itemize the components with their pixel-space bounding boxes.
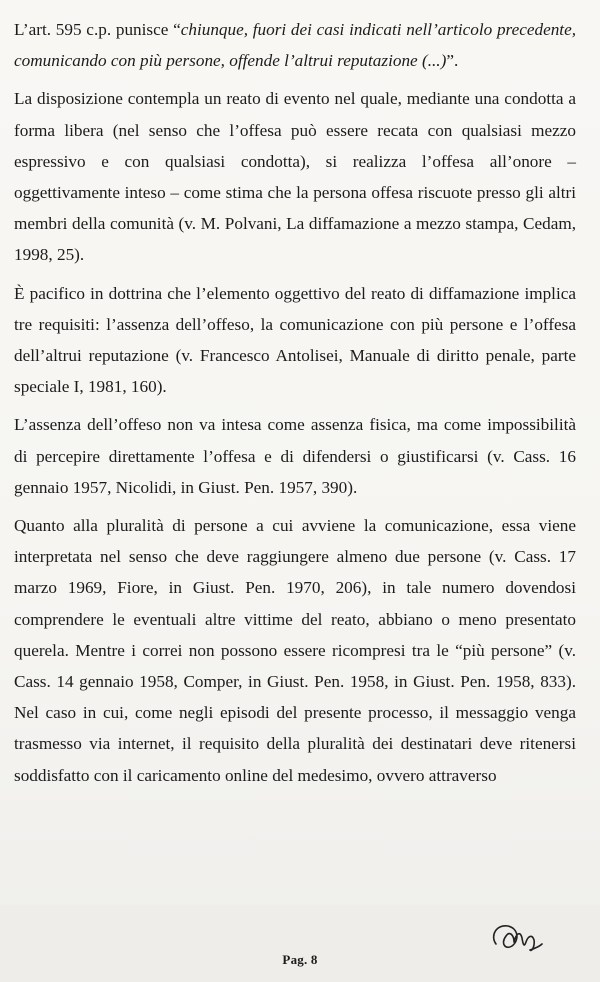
paragraph-5: Quanto alla pluralità di persone a cui avviene la comunicazione, essa viene interpretata nel senso che deve raggiungere almeno due persone (v. Cass. 17 marzo 1969, Fiore, in Giust. Pen. 1970, 206), in tale numero dovendosi comprendere le eventuali altre vittime del reato, abbiano o meno presentato querela. Mentre i correi non possono essere ricompresi tra le “più persone” (v. Cass. 14 gennaio 1958, Comper, in Giust. Pen. 1958, in Giust. Pen. 1958, 833). Nel caso in cui, come negli episodi del presente processo, il messaggio venga trasmesso via internet, il requisito della pluralità dei destinatari deve ritenersi soddisfatto con il caricamento online del medesimo, ovvero attraverso <box>14 516 576 785</box>
paragraph-1-quote: chiunque, fuori dei casi indicati nell’articolo precedente, comunicando con più persone, offende l’altrui reputazione (...) <box>14 20 577 71</box>
paragraph-4: L’assenza dell’offeso non va intesa come assenza fisica, ma come impossibilità di percepire direttamente l’offesa e di difendersi o giustificarsi (v. Cass. 16 gennaio 1957, Nicolidi, in Giust. Pen. 1957, 390). <box>14 415 576 497</box>
paragraph-2: La disposizione contempla un reato di evento nel quale, mediante una condotta a forma libera (nel senso che l’offesa può essere recata con qualsiasi mezzo espressivo e con qualsiasi condotta), si realizza l’offesa all’onore – oggettivamente inteso – come stima che la persona offesa riscuote presso gli altri membri della comunità (v. M. Polvani, La diffamazione a mezzo stampa, Cedam, 1998, 25). <box>14 89 576 265</box>
paragraph-1-prefix: L’art. 595 c.p. punisce “ <box>14 20 181 39</box>
paragraph-1-suffix: ”. <box>446 51 459 71</box>
body-text <box>14 14 576 798</box>
paragraph-3: È pacifico in dottrina che l’elemento oggettivo del reato di diffamazione implica tre requisiti: l’assenza dell’offeso, la comunicazione con più persone e l’offesa dell’altrui reputazione (v. Francesco Antolisei, Manuale di diritto penale, parte speciale I, 1981, 160). <box>14 283 576 397</box>
page-number: Pag. 8 <box>282 952 318 967</box>
paragraph-1 <box>14 14 576 76</box>
